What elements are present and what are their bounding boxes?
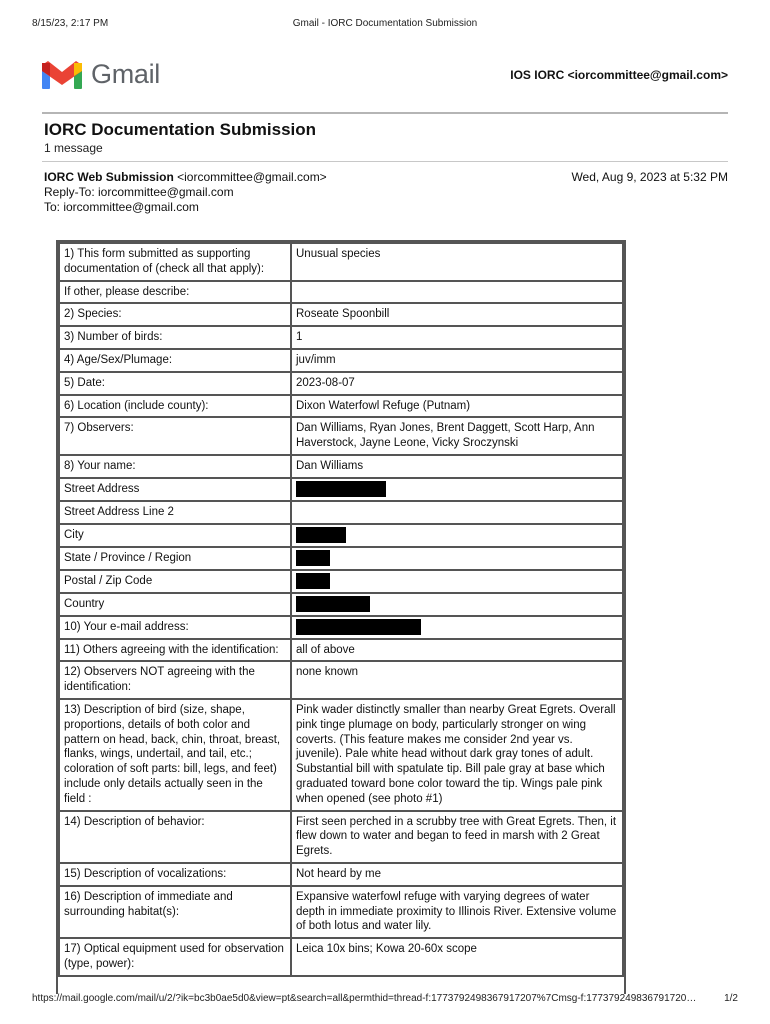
form-answer: 1 bbox=[291, 326, 623, 349]
page-url: https://mail.google.com/mail/u/2/?ik=bc3b0ae5d0&view=pt&search=all&permthid=thread-f:1773792498367917207%7Cmsg-f:177379249836791720… bbox=[32, 993, 697, 1004]
form-question: 6) Location (include county): bbox=[59, 395, 291, 418]
form-answer bbox=[291, 570, 623, 593]
submission-form bbox=[56, 240, 626, 994]
form-question: 17) Optical equipment used for observation (type, power): bbox=[59, 938, 291, 976]
form-question: 3) Number of birds: bbox=[59, 326, 291, 349]
form-answer: Dan Williams bbox=[291, 455, 623, 478]
form-row bbox=[59, 455, 623, 478]
form-row bbox=[59, 639, 623, 662]
form-row bbox=[59, 501, 623, 524]
form-question: 14) Description of behavior: bbox=[59, 811, 291, 863]
form-question: 16) Description of immediate and surrounding habitat(s): bbox=[59, 886, 291, 938]
form-answer: Expansive waterfowl refuge with varying degrees of water depth in immediate proximity to Illinois River. Extensive volume of both lotus and water lily. bbox=[291, 886, 623, 938]
header-divider bbox=[42, 112, 728, 114]
form-row bbox=[59, 524, 623, 547]
form-question: 7) Observers: bbox=[59, 417, 291, 455]
form-answer: juv/imm bbox=[291, 349, 623, 372]
form-question: State / Province / Region bbox=[59, 547, 291, 570]
form-answer: Unusual species bbox=[291, 243, 623, 281]
form-row bbox=[59, 661, 623, 699]
form-question: If other, please describe: bbox=[59, 281, 291, 304]
form-answer bbox=[291, 547, 623, 570]
form-row bbox=[59, 811, 623, 863]
redacted-value bbox=[296, 619, 421, 635]
form-row bbox=[59, 303, 623, 326]
gmail-m-icon bbox=[42, 59, 82, 89]
form-answer bbox=[291, 524, 623, 547]
form-answer bbox=[291, 501, 623, 524]
form-question: 11) Others agreeing with the identification: bbox=[59, 639, 291, 662]
form-question: 5) Date: bbox=[59, 372, 291, 395]
redacted-value bbox=[296, 481, 386, 497]
print-title: Gmail - IORC Documentation Submission bbox=[292, 18, 478, 29]
thread-subject: IORC Documentation Submission bbox=[44, 120, 317, 139]
form-row bbox=[59, 547, 623, 570]
form-question: 8) Your name: bbox=[59, 455, 291, 478]
redacted-value bbox=[296, 527, 346, 543]
form-answer: First seen perched in a scrubby tree with Great Egrets. Then, it flew down to water and began to feed in marsh with 2 Great Egrets. bbox=[291, 811, 623, 863]
form-row bbox=[59, 372, 623, 395]
form-answer: Leica 10x bins; Kowa 20-60x scope bbox=[291, 938, 623, 976]
form-row bbox=[59, 417, 623, 455]
form-answer: Roseate Spoonbill bbox=[291, 303, 623, 326]
form-answer: all of above bbox=[291, 639, 623, 662]
form-question: Postal / Zip Code bbox=[59, 570, 291, 593]
form-question: 15) Description of vocalizations: bbox=[59, 863, 291, 886]
form-row bbox=[59, 938, 623, 976]
gmail-wordmark: Gmail bbox=[91, 58, 161, 89]
form-row bbox=[59, 281, 623, 304]
form-row bbox=[59, 699, 623, 811]
form-answer: none known bbox=[291, 661, 623, 699]
form-answer bbox=[291, 281, 623, 304]
form-answer: Pink wader distinctly smaller than nearby Great Egrets. Overall pink tinge plumage on body, particularly stronger on wing coverts. (This feature makes me consider 2nd year vs. juvenile). Pale white head without dark gray tones of adult. Substantial bill with spatulate tip. Bill pale gray at base which graduated toward bone color toward the tip. Wings pale pink when opened (see photo #1) bbox=[291, 699, 623, 811]
page-number: 1/2 bbox=[724, 993, 738, 1004]
form-row bbox=[59, 863, 623, 886]
reply-to: Reply-To: iorcommittee@gmail.com bbox=[44, 185, 234, 199]
form-question: 10) Your e-mail address: bbox=[59, 616, 291, 639]
form-question: 4) Age/Sex/Plumage: bbox=[59, 349, 291, 372]
form-answer: Not heard by me bbox=[291, 863, 623, 886]
form-question: City bbox=[59, 524, 291, 547]
form-answer: Dan Williams, Ryan Jones, Brent Daggett, Scott Harp, Ann Haverstock, Jayne Leone, Vicky Sroczynski bbox=[291, 417, 623, 455]
form-question: 1) This form submitted as supporting documentation of (check all that apply): bbox=[59, 243, 291, 281]
sender-email: <iorcommittee@gmail.com> bbox=[173, 170, 327, 184]
form-question: 12) Observers NOT agreeing with the identification: bbox=[59, 661, 291, 699]
print-timestamp: 8/15/23, 2:17 PM bbox=[32, 18, 109, 29]
subject-divider bbox=[42, 161, 728, 162]
form-row bbox=[59, 593, 623, 616]
form-question: 13) Description of bird (size, shape, proportions, details of both color and pattern on head, back, chin, throat, breast, flanks, wings, undertail, and tail, etc.; coloration of soft parts: bill, legs, and feet) include only details actually seen in the field : bbox=[59, 699, 291, 811]
form-row bbox=[59, 570, 623, 593]
redacted-value bbox=[296, 596, 370, 612]
recipient: To: iorcommittee@gmail.com bbox=[44, 200, 199, 214]
form-question: Street Address bbox=[59, 478, 291, 501]
form-answer bbox=[291, 616, 623, 639]
form-answer: Dixon Waterfowl Refuge (Putnam) bbox=[291, 395, 623, 418]
account-label: IOS IORC <iorcommittee@gmail.com> bbox=[510, 68, 728, 82]
form-question: 2) Species: bbox=[59, 303, 291, 326]
message-header bbox=[44, 170, 327, 215]
form-answer: 2023-08-07 bbox=[291, 372, 623, 395]
form-question: Country bbox=[59, 593, 291, 616]
message-count: 1 message bbox=[44, 141, 103, 155]
sender-line bbox=[44, 170, 327, 185]
form-row bbox=[59, 395, 623, 418]
form-answer bbox=[291, 593, 623, 616]
form-row bbox=[59, 886, 623, 938]
form-question: Street Address Line 2 bbox=[59, 501, 291, 524]
form-row bbox=[59, 616, 623, 639]
form-answer bbox=[291, 478, 623, 501]
gmail-logo bbox=[42, 56, 160, 92]
redacted-value bbox=[296, 573, 330, 589]
form-row bbox=[59, 243, 623, 281]
form-row bbox=[59, 349, 623, 372]
form-table bbox=[58, 242, 624, 977]
form-row bbox=[59, 326, 623, 349]
redacted-value bbox=[296, 550, 330, 566]
sender-name: IORC Web Submission bbox=[44, 170, 174, 184]
form-row bbox=[59, 478, 623, 501]
message-date: Wed, Aug 9, 2023 at 5:32 PM bbox=[571, 170, 728, 184]
